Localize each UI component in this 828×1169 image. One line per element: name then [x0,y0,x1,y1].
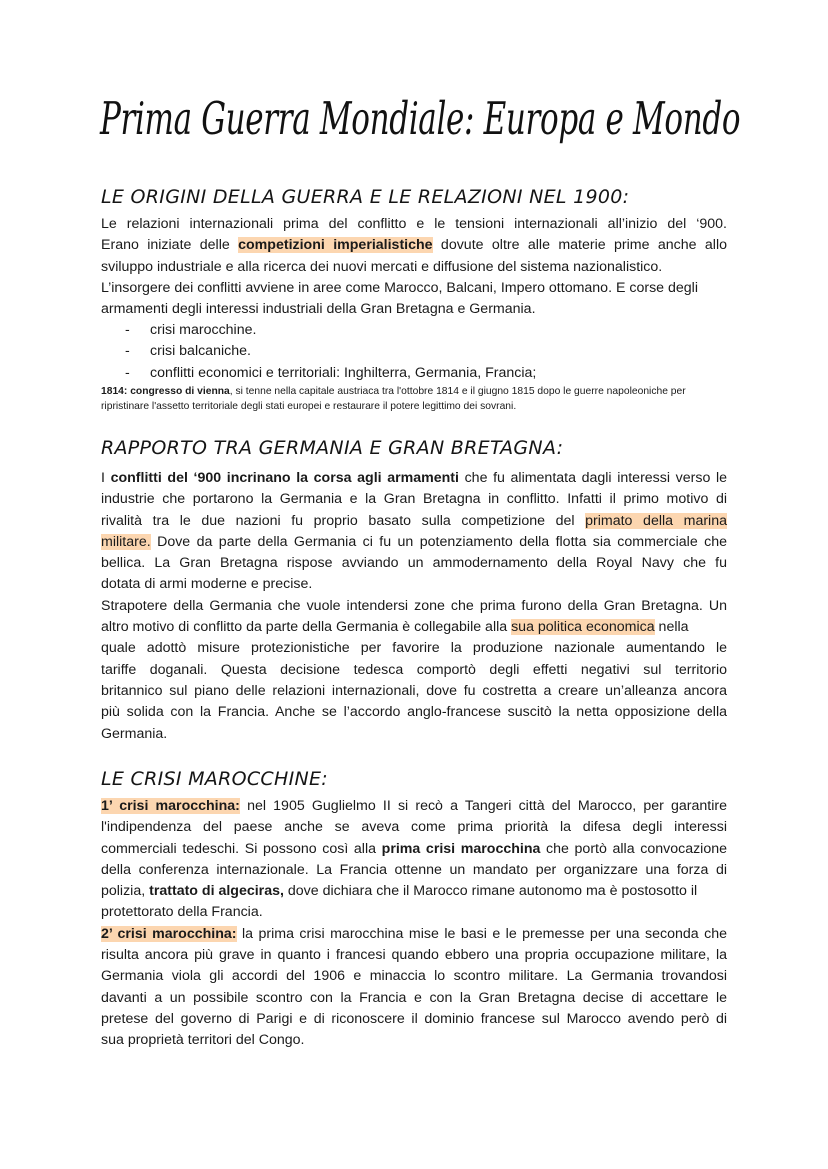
footnote-congresso-vienna: 1814: congresso di vienna, si tenne nella capitale austriaca tra l'ottobre 1814 e il giugno 1815 dopo le guerre napoleoniche per ripristinare l'assetto territoriale degli stati europei e restaurare il potere legittimo dei sovrani. [101,386,686,412]
highlight-seconda-crisi: 2’ crisi marocchina: [101,925,237,942]
text-line: polizia, trattato di algeciras, dove dichiara che il Marocco rimane autonomo ma è postosotto il [101,883,698,900]
highlight-militare: militare. [101,533,151,550]
paragraph-origini [101,214,727,320]
paragraph-crisi-marocchine [101,796,727,1052]
highlight-prima-crisi: 1’ crisi marocchina: [101,798,240,814]
text-line: l'indipendenza del paese anche se aveva come prima priorità la difesa degli interessi [101,819,727,836]
section-heading-crisi-marocchine: LE CRISI MAROCCHINE: [101,768,328,790]
text-line: Erano iniziate delle competizioni imperialistiche dovute oltre alle materie prime anche allo [101,237,727,254]
highlight-primato-marina: primato della marina [585,512,727,529]
text-line: dotata di armi moderne e precise. [101,576,313,593]
text-line: 1’ crisi marocchina: nel 1905 Guglielmo II si recò a Tangeri città del Marocco, per garantire [101,798,727,814]
text-line: risulta ancora più grave in quanto i francesi quando ebbero una propria occupazione militare, la [101,947,727,964]
highlight-politica-economica: sua politica economica [511,619,655,636]
text-line: 2’ crisi marocchina: la prima crisi marocchina mise le basi e le premesse per una seconda che [101,925,727,942]
text-line: commerciali tedeschi. Si possono così alla prima crisi marocchina che portò alla convocazione [101,840,727,857]
text-line: militare. Dove da parte della Germania ci fu un potenziamento della flotta sia commerciale che [101,533,727,550]
text-line: più solida con la Francia. Anche se l’accordo anglo-francese suscitò la netta opposizione della [101,704,727,721]
text-line: altro motivo di conflitto da parte della Germania è collegabile alla sua politica economica nella [101,619,689,636]
text-line: rivalità tra le due nazioni fu proprio basato sulla competizione del primato della marina [101,512,727,529]
text-line: Strapotere della Germania che vuole intendersi zone che prima furono della Gran Bretagna. Un [101,597,727,614]
document-page: Prima Guerra Mondiale: Europa e Mondo LE ORIGINI DELLA GUERRA E LE RELAZIONI NEL 1900: Le relazioni internazionali prima del conflitto e le tensioni internazionali all’inizio del ‘900. Erano iniziate delle competizioni imperialistiche dovute oltre alle materie prime anche allo sviluppo industriale e alla ricerca dei nuovi mercati e diffusione del sistema nazionalistico. L’insorgere dei conflitti avviene in aree come Marocco, Balcani, Impero ottomano. E corse degli armamenti degli interessi industriali della Gran Bretagna e Germania. - crisi marocchine. - crisi balcaniche. - conflitti economici e territoriali: Inghilterra, Germania, Francia; 1814: congresso di vienna, si tenne nella capitale austriaca tra l'ottobre 1814 e il giugno 1815 dopo le guerre napoleoniche per ripristinare l'assetto territoriale degli stati europei e restaurare il potere legittimo dei sovrani. RAPPORTO TRA GERMANIA E GRAN BRETAGNA: I conflitti del ‘900 incrinano la corsa agli armamenti che fu alimentata dagli interessi verso le industrie che portarono la Germania e la Gran Bretagna in conflitto. Infatti il primo motivo di rivalità tra le due nazioni fu proprio basato sulla competizione del primato della marina militare. Dove da parte della Germania ci fu un potenziamento della flotta sia commerciale che bellica. La Gran Bretagna rispose avviando un ammodernamento della Royal Navy che fu dotata di armi moderne e precise. Strapotere della Germania che vuole intendersi zone che prima furono della Gran Bretagna. Un altro motivo di conflitto da parte della Germania è collegabile alla sua politica economica nella quale adottò misure protezionistiche per favorire la produzione nazionale aumentando le tariffe doganali. Questa decisione tedesca comportò degli effetti negativi sul territorio britannico sul piano delle relazioni internazionali, dove fu costretta a creare un’alleanza ancora più solida con la Francia. Anche se l’accordo anglo-francese suscitò la netta opposizione della Germania. LE CRISI MAROCCHINE: 1’ crisi marocchina: nel 1905 Guglielmo II si recò a Tangeri città del Marocco, per garantire l'indipendenza del paese anche se aveva come prima priorità la difesa degli interessi commerciali tedeschi. Si possono così alla prima crisi marocchina che portò alla convocazione della conferenza internazionale. La Francia ottenne un mandato per organizzare una forza di polizia, trattato di algeciras, dove dichiara che il Marocco rimane autonomo ma è postosotto il protettorato della Francia. 2’ crisi marocchina: la prima crisi marocchina mise le basi e le premesse per una seconda che risulta ancora più grave in quanto i francesi quando ebbero una propria occupazione militare, la Germania viola gli accordi del 1906 e minaccia lo scontro militare. La Germania trovandosi davanti a un possibile scontro con la Francia e con la Gran Bretagna decise di accettare le pretese del governo di Parigi e di riconoscere il dominio francese sul Marocco avendo però di sua proprietà territori del Congo. [0,0,828,1169]
text-line: I conflitti del ‘900 incrinano la corsa agli armamenti che fu alimentata dagli interessi verso le [101,470,727,486]
text-line: industrie che portarono la Germania e la Gran Bretagna in conflitto. Infatti il primo motivo di [101,491,727,508]
section-heading-rapporto: RAPPORTO TRA GERMANIA E GRAN BRETAGNA: [101,437,564,459]
text-line: protettorato della Francia. [101,904,263,921]
text-line: pretese del governo di Parigi e di riconoscere il dominio francese sul Marocco avendo però di [101,1010,727,1027]
text-line: davanti a un possibile scontro con la Francia e con la Gran Bretagna decise di accettare le [101,989,727,1006]
section-heading-origini: LE ORIGINI DELLA GUERRA E LE RELAZIONI NEL 1900: [101,186,630,208]
paragraph-rapporto [101,468,727,745]
text-line: tariffe doganali. Questa decisione tedesca comportò degli effetti negativi sul territorio [101,661,727,678]
text-line: Germania. [101,725,168,742]
text-line: Le relazioni internazionali prima del conflitto e le tensioni internazionali all’inizio del ‘900. [101,216,727,232]
text-line: armamenti degli interessi industriali della Gran Bretagna e Germania. [101,301,536,318]
page-title: Prima Guerra Mondiale: Europa e Mondo [100,92,741,145]
text-line: britannico sul piano delle relazioni internazionali, dove fu costretta a creare un’alleanza ancora [101,682,727,699]
text-line: Germania viola gli accordi del 1906 e minaccia lo scontro militare. La Germania trovandosi [101,968,727,985]
text-line: quale adottò misure protezionistiche per favorire la produzione nazionale aumentando le [101,640,727,657]
text-line: bellica. La Gran Bretagna rispose avviando un ammodernamento della Royal Navy che fu [101,555,727,572]
text-line: della conferenza internazionale. La Francia ottenne un mandato per organizzare una forza di [101,861,727,878]
text-line: sviluppo industriale e alla ricerca dei nuovi mercati e diffusione del sistema nazionalistico. [101,258,663,275]
text-line: sua proprietà territori del Congo. [101,1032,305,1049]
highlight-competizioni: competizioni imperialistiche [238,237,433,254]
text-line: L’insorgere dei conflitti avviene in aree come Marocco, Balcani, Impero ottomano. E corse degli [101,279,698,296]
